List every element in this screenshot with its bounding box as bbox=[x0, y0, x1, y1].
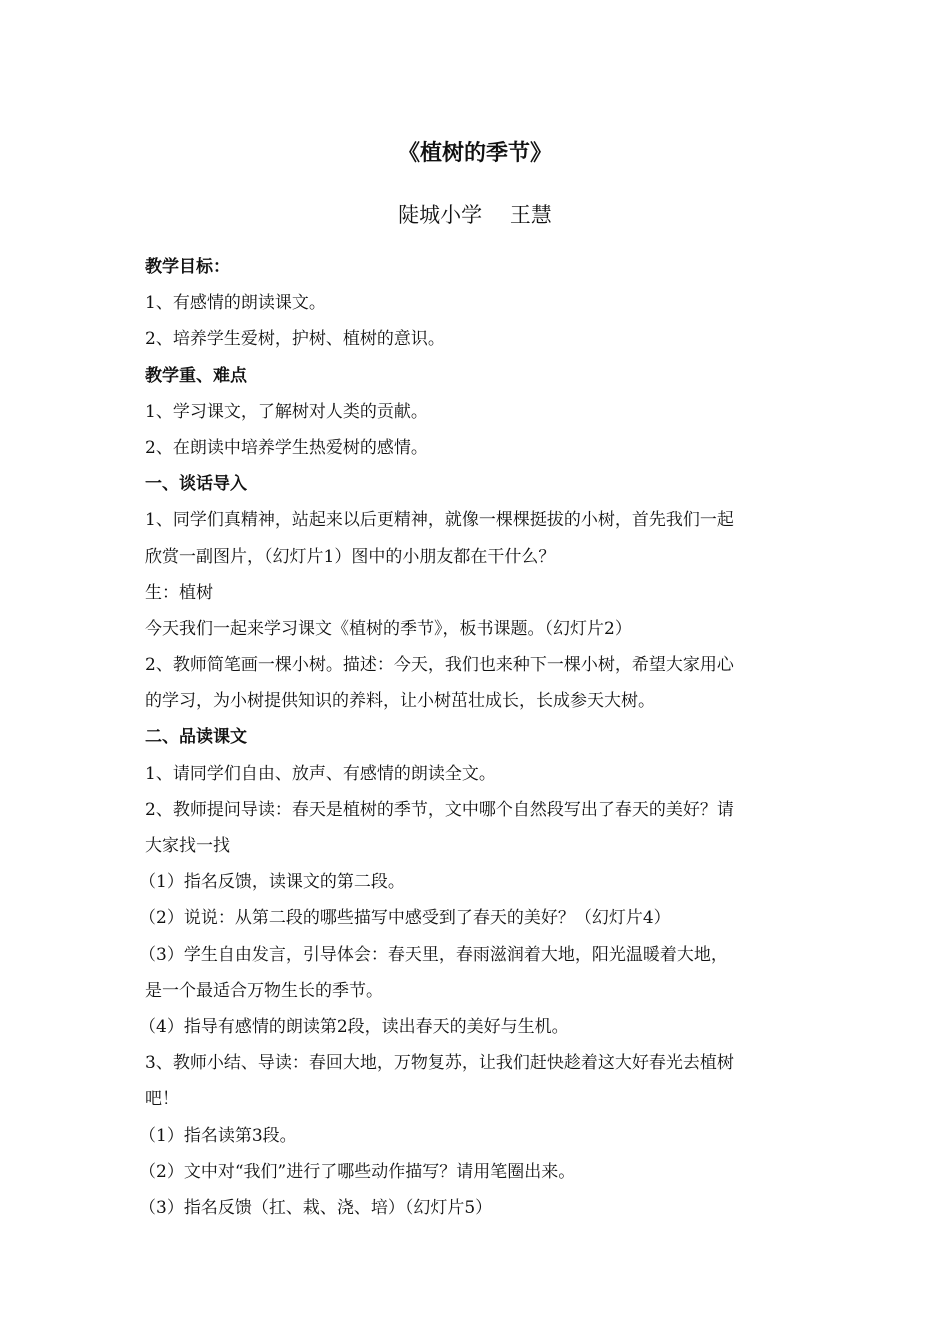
text-line: 大家找一找 bbox=[145, 836, 230, 856]
document-title: 《植树的季节》 bbox=[397, 140, 552, 166]
text-line: 2、在朗读中培养学生热爱树的感情。 bbox=[145, 437, 428, 458]
text-line: （4）指导有感情的朗读第2段，读出春天的美好与生机。 bbox=[139, 1016, 569, 1037]
text-line: （3）学生自由发言，引导体会：春天里，春雨滋润着大地，阳光温暖着大地， bbox=[139, 944, 728, 965]
section-heading: 一、谈话导入 bbox=[145, 474, 247, 495]
text-line: （1）指名反馈，读课文的第二段。 bbox=[139, 872, 405, 893]
text-line: （2）文中对“我们”进行了哪些动作描写？请用笔圈出来。 bbox=[139, 1161, 576, 1182]
text-line: 欣赏一副图片，（幻灯片1）图中的小朋友都在干什么？ bbox=[145, 546, 556, 567]
text-line: 生：植树 bbox=[145, 582, 213, 603]
section-heading: 教学重、难点 bbox=[145, 365, 247, 386]
text-line: （1）指名读第3段。 bbox=[139, 1125, 297, 1146]
document-body bbox=[139, 249, 810, 1226]
text-line: 1、同学们真精神，站起来以后更精神，就像一棵棵挺拔的小树，首先我们一起 bbox=[145, 510, 734, 531]
text-line: （3）指名反馈（扛、栽、浇、培）（幻灯片5） bbox=[139, 1197, 493, 1218]
text-line: 是一个最适合万物生长的季节。 bbox=[145, 980, 383, 1001]
section-heading: 教学目标： bbox=[145, 257, 230, 277]
text-line: 1、有感情的朗读课文。 bbox=[145, 293, 326, 314]
text-line: 的学习，为小树提供知识的养料，让小树茁壮成长，长成参天大树。 bbox=[145, 691, 655, 712]
section-heading: 二、品读课文 bbox=[145, 727, 247, 748]
text-line: 今天我们一起来学习课文《植树的季节》，板书课题。（幻灯片2） bbox=[145, 618, 632, 639]
text-line: 1、请同学们自由、放声、有感情的朗读全文。 bbox=[145, 763, 496, 784]
text-line: 吧！ bbox=[145, 1089, 179, 1110]
text-line: 2、教师简笔画一棵小树。描述：今天，我们也来种下一棵小树，希望大家用心 bbox=[145, 655, 734, 676]
text-line: 1、学习课文，了解树对人类的贡献。 bbox=[145, 401, 428, 422]
text-line: （2）说说：从第二段的哪些描写中感受到了春天的美好？（幻灯片4） bbox=[139, 908, 671, 929]
text-line: 3、教师小结、导读：春回大地，万物复苏，让我们赶快趁着这大好春光去植树 bbox=[145, 1053, 734, 1074]
text-line: 2、培养学生爱树，护树、植树的意识。 bbox=[145, 329, 445, 350]
document-author: 陡城小学 王慧 bbox=[398, 203, 552, 227]
text-line: 2、教师提问导读：春天是植树的季节，文中哪个自然段写出了春天的美好？请 bbox=[145, 799, 734, 820]
